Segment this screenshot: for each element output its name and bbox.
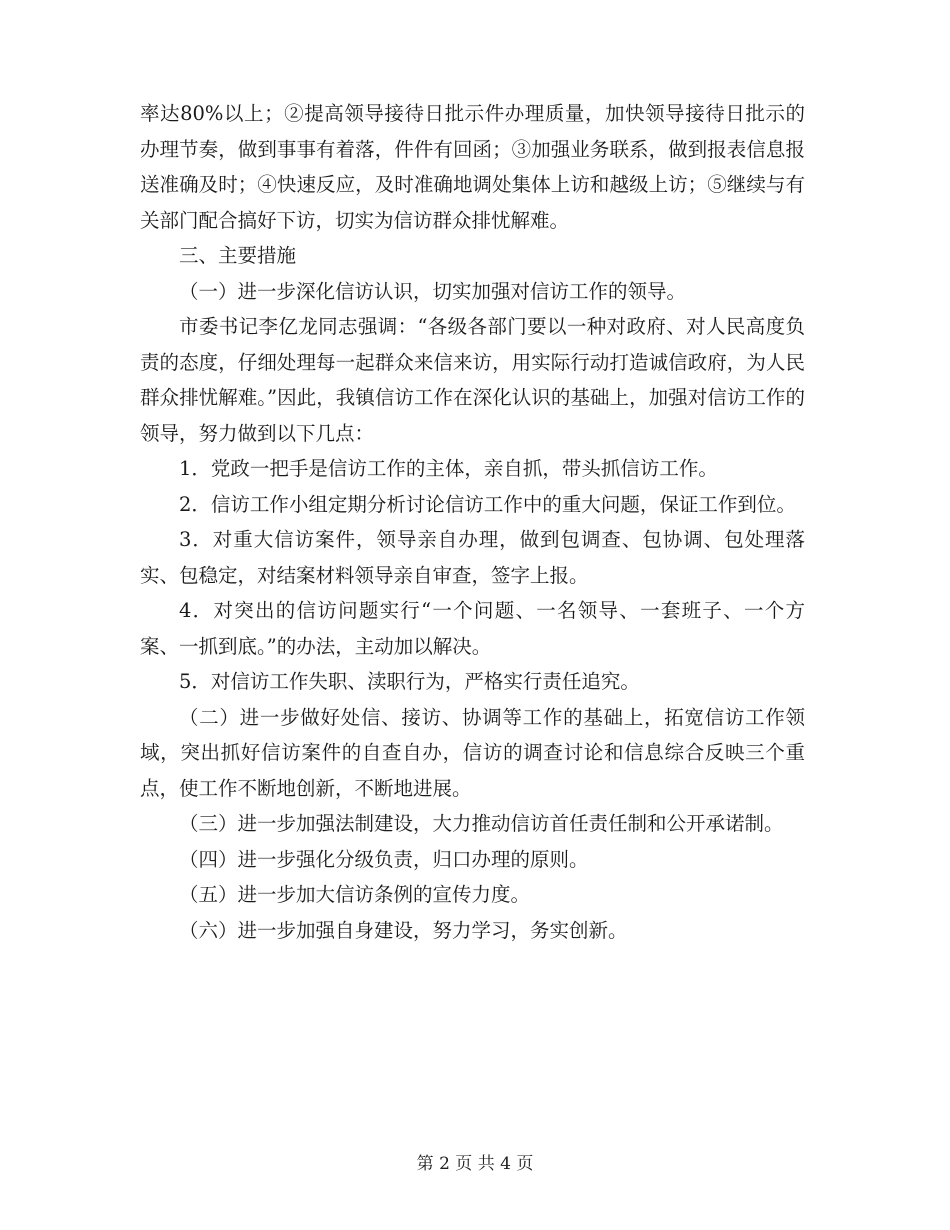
document-body (140, 96, 805, 948)
subsection-heading-5: （五）进一步加大信访条例的宣传力度。 (179, 883, 531, 906)
paragraph-continuation: 率达80%以上；②提高领导接待日批示件办理质量，加快领导接待日批示的办理节奏，做到事事有着落，件件有回函；③加强业务联系，做到报表信息报送准确及时；④快速反应，及时准确地调处集体上访和越级上访；⑤继续与有关部门配合搞好下访，切实为信访群众排忧解难。 (140, 102, 805, 232)
list-item-5: 5．对信访工作失职、渎职行为，严格实行责任追究。 (179, 670, 640, 693)
subsection-heading-3: （三）进一步加强法制建设，大力推动信访首任责任制和公开承诺制。 (179, 812, 784, 835)
subsection-heading-1: （一）进一步深化信访认识，切实加强对信访工作的领导。 (179, 279, 687, 303)
section-heading: 三、主要措施 (179, 244, 297, 267)
subsection-heading-2: （二）进一步做好处信、接访、协调等工作的基础上，拓宽信访工作领域，突出抓好信访案件的自查自办，信访的调查讨论和信息综合反映三个重点，使工作不断地创新，不断地进展。 (140, 705, 805, 800)
paragraph-quote: 市委书记李亿龙同志强调：“各级各部门要以一种对政府、对人民高度负责的态度，仔细处理每一起群众来信来访，用实际行动打造诚信政府，为人民群众排忧解难。”因此，我镇信访工作在深化认识的基础上，加强对信访工作的领导，努力做到以下几点： (140, 315, 805, 445)
list-item-4: 4．对突出的信访问题实行“一个问题、一名领导、一套班子、一个方案、一抓到底。”的办法，主动加以解决。 (140, 599, 805, 658)
subsection-heading-4: （四）进一步强化分级负责，归口办理的原则。 (179, 847, 589, 871)
list-item-1: 1．党政一把手是信访工作的主体，亲自抓，带头抓信访工作。 (179, 457, 718, 480)
subsection-heading-6: （六）进一步加强自身建设，努力学习，务实创新。 (179, 918, 628, 942)
list-item-3: 3．对重大信访案件，领导亲自办理，做到包调查、包协调、包处理落实、包稳定，对结案材料领导亲自审查，签字上报。 (140, 528, 805, 587)
page-number-footer: 第 2 页 共 4 页 (416, 1154, 534, 1174)
list-item-2: 2．信访工作小组定期分析讨论信访工作中的重大问题，保证工作到位。 (179, 492, 796, 516)
